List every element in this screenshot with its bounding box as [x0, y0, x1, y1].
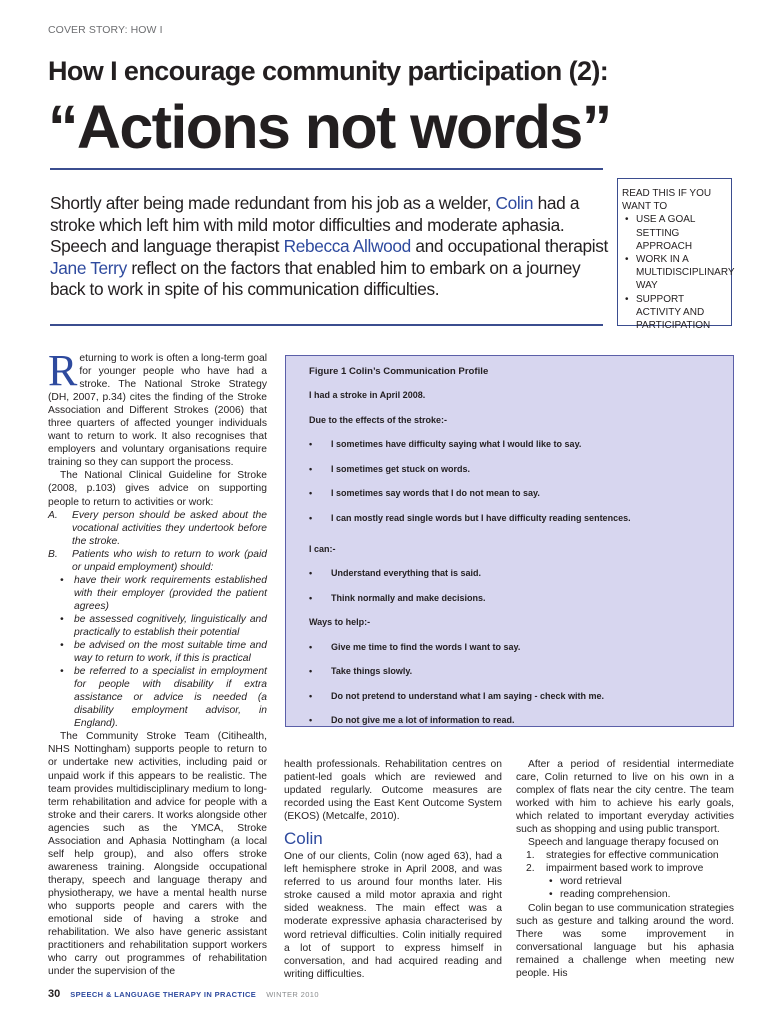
list-item-a [48, 509, 267, 548]
page-footer [48, 988, 319, 1000]
bullet-item: • have their work requirements established with their employer (provided the patient agrees) [60, 574, 267, 612]
list-text: word retrieval [560, 876, 622, 888]
issue-label: WINTER 2010 [266, 990, 319, 999]
sub-bullet: • reading comprehension. [549, 889, 671, 901]
journal-name: SPEECH & LANGUAGE THERAPY IN PRACTICE [70, 990, 257, 999]
figure-communication-profile [285, 355, 734, 727]
bullet-item: • be assessed cognitively, linguistically and practically to establish their potential [60, 613, 267, 638]
list-marker: B. [48, 548, 58, 560]
paragraph: The Community Stroke Team (Citihealth, NHS Nottingham) supports people to return to or undertake new activities, including paid or unpaid work if this appears to be realistic. The team provides multidisciplinary medium to long-term rehabilitation and advice for people with a stroke and their carers. It works alongside other agencies such as the YMCA, Stroke Association and Aphasia Nottingham (a local self help group), and also offers stroke awareness training. Alongside occupational therapy, speech and language therapy and physiotherapy, we have a mental health nurse who supports people and carers with the emotional side of having a stroke and rehabilitation. We also have generic assistant practitioners and rehabilitation support workers who carry out programmes of rehabilitation under the supervision of the [48, 731, 267, 978]
column-2 [284, 758, 502, 981]
list-text: Every person should be asked about the vocational activities they undertook before the stroke. [72, 509, 267, 547]
standfirst [50, 193, 608, 301]
column-1 [48, 346, 267, 978]
bullet-item: • be referred to a specialist in employment for people with disability if extra assistance or advice is needed (a disability employment advisor, in England). [60, 666, 267, 730]
figure-title: Figure 1 Colin’s Communication Profile [309, 366, 489, 377]
standfirst-text: and occupational therapist [410, 236, 608, 257]
read-this-box [617, 178, 735, 332]
figure-bullet-text: I sometimes say words that I do not mean to say. [331, 488, 540, 498]
author-name-colin: Colin [495, 193, 534, 213]
figure-line: I had a stroke in April 2008. [309, 390, 426, 400]
paragraph: Colin began to use communication strategies such as gesture and talking around the word. There was some improvement in conversational language but his aphasia remained a challenge when meeting new people. His [516, 902, 734, 979]
standfirst-text: reflect on the factors that enabled him to embark on a journey back to work in spite of his communication difficulties. [50, 257, 581, 300]
list-text: impairment based work to improve [546, 863, 704, 875]
figure-bullet: • I sometimes say words that I do not mean to say. [309, 488, 540, 498]
read-this-item: • SUPPORT ACTIVITY AND PARTICIPATION [622, 293, 728, 333]
figure-bullet: • Do not pretend to understand what I am saying - check with me. [309, 690, 605, 701]
figure-bullet-text: Understand everything that is said. [331, 568, 482, 578]
figure-bullet-text: I can mostly read single words but I have difficulty reading sentences. [331, 512, 631, 523]
list-marker: A. [48, 509, 58, 521]
read-this-title: READ THIS IF YOU WANT TO [622, 188, 712, 213]
bullet-item: • be advised on the most suitable time and way to return to work, if this is practical [60, 640, 267, 665]
sub-bullet: • word retrieval [549, 876, 622, 888]
standfirst-text: Shortly after being made redundant from his job as a welder, [50, 193, 496, 213]
top-rule [50, 168, 603, 170]
numbered-item [516, 849, 734, 862]
figure-bullet: • I can mostly read single words but I have difficulty reading sentences. [309, 512, 631, 523]
page-number: 30 [48, 988, 61, 1000]
figure-bullet: • Give me time to find the words I want to say. [309, 641, 521, 652]
list-text: Patients who wish to return to work (paid or unpaid employment) should: [72, 548, 267, 573]
list-marker: 1. [526, 850, 535, 862]
bottom-rule [50, 324, 603, 326]
figure-heading: Due to the effects of the stroke:- [309, 414, 448, 425]
figure-heading: I can:- [309, 543, 336, 554]
author-name-jane: Jane Terry [50, 257, 127, 278]
paragraph: One of our clients, Colin (now aged 63), had a left hemisphere stroke in April 2008, and was referred to us around four months later. His stroke caused a mild motor apraxia and right sided weakness. The main effect was a moderate expressive aphasia characterised by word retrieval difficulties. Colin initially required a lot of support to express himself in conversation, and had acquired reading and writing difficulties. [284, 851, 502, 980]
list-item-b [48, 548, 267, 574]
figure-bullet-text: Do not give me a lot of information to read. [331, 715, 515, 725]
column-3 [516, 758, 734, 980]
list-marker: 2. [526, 863, 535, 875]
section-kicker: COVER STORY: HOW I [48, 24, 163, 36]
figure-bullet-text: Think normally and make decisions. [331, 592, 486, 603]
bullet-text: be advised on the most suitable time and way to return to work, if this is practical [74, 640, 267, 665]
figure-bullet: • Understand everything that is said. [309, 568, 482, 578]
paragraph: After a period of residential intermediate care, Colin returned to live on his own in a complex of flats near the city centre. The team worked with him to achieve his early goals, which related to important everyday activities such as shopping and using public transport. [516, 759, 734, 836]
headline-line-2: “Actions not words” [48, 93, 611, 161]
figure-bullet: • Think normally and make decisions. [309, 592, 486, 603]
paragraph: health professionals. Rehabilitation centres on patient-led goals which are reviewed and updated regularly. Outcome measures are recorded using the East Kent Outcome System (EKOS) (Metcalfe, 2010). [284, 759, 502, 823]
read-this-item: • WORK IN A MULTIDISCIPLINARY WAY [622, 253, 728, 293]
read-this-item: • USE A GOAL SETTING APPROACH [622, 213, 728, 253]
figure-bullet-text: Do not pretend to understand what I am saying - check with me. [331, 690, 605, 701]
numbered-item [516, 862, 734, 875]
bullet-text: have their work requirements established with their employer (provided the patient agrees) [74, 574, 267, 612]
figure-bullet-text: Take things slowly. [331, 666, 413, 676]
figure-heading: Ways to help:- [309, 617, 371, 627]
paragraph: Speech and language therapy focused on [528, 837, 719, 849]
intro-paragraph [48, 346, 267, 469]
figure-bullet-text: I sometimes have difficulty saying what I would like to say. [331, 439, 582, 449]
figure-bullet-text: I sometimes get stuck on words. [331, 463, 471, 474]
list-text: strategies for effective communication [546, 850, 719, 862]
paragraph: The National Clinical Guideline for Stroke (2008, p.103) gives advice on supporting people to return to activities or work: [48, 470, 267, 508]
drop-cap: R [48, 346, 78, 395]
bullet-text: be referred to a specialist in employment for people with disability if extra assistance or advice is needed (a disability employment advisor, in England). [74, 666, 267, 730]
figure-bullet: • Do not give me a lot of information to read. [309, 715, 515, 725]
figure-bullet: • Take things slowly. [309, 666, 413, 676]
headline-line-1: How I encourage community participation (2): [48, 56, 609, 86]
figure-bullet: • I sometimes get stuck on words. [309, 463, 471, 474]
standfirst-text: had a stroke which left him with mild motor difficulties and moderate aphasia. Speech and language therapist [50, 193, 580, 257]
author-name-rebecca: Rebecca Allwood [283, 236, 411, 257]
figure-bullet-text: Give me time to find the words I want to say. [331, 641, 521, 652]
paragraph-text: eturning to work is often a long-term goal for younger people who have had a stroke. The National Stroke Strategy (DH, 2007, p.34) cites the finding of the Stroke Association and Different Strokes (2006) that three quarters of affected younger individuals want to return to work. It also recognises that employers and voluntary organisations require training so they can support the process. [48, 353, 267, 469]
figure-bullet: • I sometimes have difficulty saying what I would like to say. [309, 439, 582, 449]
list-text: reading comprehension. [560, 889, 671, 901]
section-heading-colin: Colin [284, 829, 323, 849]
read-this-list [622, 213, 735, 332]
bullet-text: be assessed cognitively, linguistically and practically to establish their potential [74, 613, 267, 638]
